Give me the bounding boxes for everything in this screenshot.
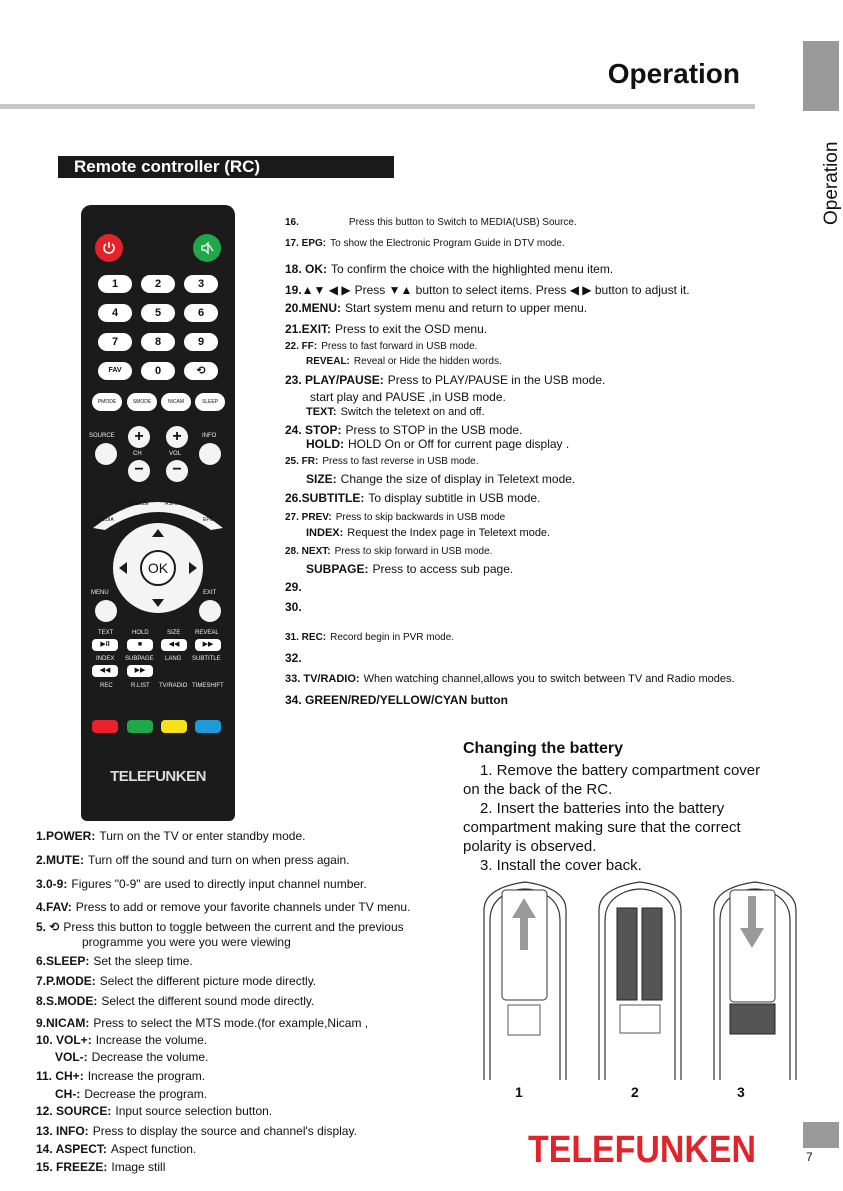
item-text: To show the Electronic Program Guide in DTV mode.: [330, 238, 565, 249]
item-key: 31. REC:: [285, 632, 327, 643]
left-item: [36, 1142, 196, 1156]
battery-line: compartment making sure that the correct: [463, 819, 741, 836]
item-key: 5. ⟲: [36, 920, 60, 934]
left-item: [55, 1050, 208, 1064]
num-2: 2: [141, 275, 175, 293]
row1-label-size: SIZE: [167, 630, 181, 636]
side-tab-marker: [803, 41, 839, 111]
item-text: Switch the teletext on and off.: [340, 406, 485, 418]
red-button: [92, 720, 118, 733]
item-text: Record begin in PVR mode.: [330, 632, 455, 643]
battery-line: 3. Install the cover back.: [480, 857, 642, 874]
battery-line: 2. Insert the batteries into the battery: [480, 800, 725, 817]
item-key: 18. OK:: [285, 262, 328, 276]
left-item: [36, 1016, 368, 1030]
num-0: 0: [141, 362, 175, 380]
right-item: [285, 600, 306, 614]
ch-plus-button: +: [128, 426, 150, 448]
item-key: 16.: [285, 217, 299, 228]
remote-illustration: [81, 205, 235, 821]
item-text: To confirm the choice with the highlighted menu item.: [331, 262, 614, 276]
freeze-label: FREEZE: [129, 501, 149, 507]
num-1: 1: [98, 275, 132, 293]
item-key: 15. FREEZE:: [36, 1160, 108, 1174]
remote-brand: TELEFUNKEN: [110, 768, 206, 785]
num-5: 5: [141, 304, 175, 322]
row1-label-text: TEXT: [98, 630, 114, 636]
cyan-button: [195, 720, 221, 733]
right-item: [285, 262, 613, 276]
item-text: Reveal or Hide the hidden words.: [353, 356, 502, 367]
left-item: [36, 920, 404, 934]
right-item: [306, 472, 575, 486]
item-text: Change the size of display in Teletext mode.: [340, 472, 576, 486]
power-icon: [102, 241, 116, 255]
item-text: Aspect function.: [110, 1142, 197, 1156]
item-text: Turn off the sound and turn on when press again.: [88, 853, 350, 867]
right-item: [285, 373, 605, 387]
item-key: 19.▲▼ ◀ ▶: [285, 283, 351, 297]
right-item: [285, 651, 306, 665]
item-key: HOLD:: [306, 437, 344, 451]
left-item: [36, 1160, 165, 1174]
right-item: [285, 322, 487, 336]
mute-icon: [200, 241, 214, 255]
battery-step-label: 1: [515, 1084, 523, 1100]
ff-button: ▶▶: [195, 639, 221, 651]
row2-label-subpage: SUBPAGE: [125, 656, 154, 662]
fav-button: FAV: [98, 362, 132, 380]
item-key: 24. STOP:: [285, 423, 342, 437]
row3-label-tvradio: TV/RADIO: [159, 683, 188, 689]
exit-label: EXIT: [203, 590, 217, 596]
battery-line: 1. Remove the battery compartment cover: [480, 762, 761, 779]
vol-label: VOL: [169, 451, 182, 457]
item-text: Set the sleep time.: [93, 954, 193, 968]
row3-label-rec: REC: [100, 683, 113, 689]
menu-button: [95, 600, 117, 622]
left-item: [36, 994, 314, 1008]
item-key: 3.0-9:: [36, 877, 68, 891]
item-text: Press to select the MTS mode.(for example,Nicam ,: [93, 1016, 369, 1030]
left-item: [36, 1104, 272, 1118]
left-item: [78, 935, 291, 949]
item-text: Image still: [111, 1160, 166, 1174]
source-button: [95, 443, 117, 465]
exit-button: [199, 600, 221, 622]
right-item: [306, 527, 550, 539]
item-key: 1.POWER:: [36, 829, 96, 843]
battery-diagram: [480, 880, 805, 1080]
item-text: Press to fast reverse in USB mode.: [322, 456, 479, 467]
media-label: MEDIA: [98, 517, 114, 523]
section-title: Remote controller (RC): [58, 156, 394, 178]
item-text: Press to PLAY/PAUSE in the USB mode.: [387, 373, 606, 387]
num-4: 4: [98, 304, 132, 322]
row2-label-lang: LANG: [165, 656, 182, 662]
item-key: SUBPAGE:: [306, 562, 369, 576]
item-key: 34. GREEN/RED/YELLOW/CYAN button: [285, 693, 508, 707]
info-button: [199, 443, 221, 465]
stop-button: ■: [127, 639, 153, 651]
row3-label-rlist: R.LIST: [131, 683, 150, 689]
item-text: Press to fast forward in USB mode.: [321, 341, 478, 352]
right-item: [306, 356, 502, 367]
item-key: 8.S.MODE:: [36, 994, 98, 1008]
left-item: [36, 974, 316, 988]
item-key: 11. CH+:: [36, 1069, 84, 1083]
item-key: 10. VOL+:: [36, 1033, 92, 1047]
ch-minus-button: −: [128, 460, 150, 482]
page-marker: [803, 1122, 839, 1148]
item-text: HOLD On or Off for current page display .: [348, 437, 570, 451]
smode-button: SMODE: [127, 393, 157, 411]
num-8: 8: [141, 333, 175, 351]
item-key: 28. NEXT:: [285, 546, 331, 557]
item-key: 33. TV/RADIO:: [285, 673, 360, 685]
item-text: Press ▼▲ button to select items. Press ◀ ▶ button to adjust it.: [354, 283, 690, 297]
ch-label: CH: [133, 451, 142, 457]
right-item: [306, 437, 569, 451]
item-key: TEXT:: [306, 406, 337, 418]
item-key: 23. PLAY/PAUSE:: [285, 373, 384, 387]
next-button: ▶▶: [127, 665, 153, 677]
item-key: 32.: [285, 651, 302, 665]
side-label-text: Operation: [821, 141, 842, 225]
item-key: 4.FAV:: [36, 900, 72, 914]
green-button: [127, 720, 153, 733]
row1-label-reveal: REVEAL: [195, 630, 219, 636]
num-7: 7: [98, 333, 132, 351]
item-text: Press to skip backwards in USB mode: [335, 512, 506, 523]
item-text: Press to add or remove your favorite channels under TV menu.: [75, 900, 411, 914]
left-item: [36, 829, 305, 843]
right-item: [285, 512, 505, 523]
right-item: [306, 562, 513, 576]
page-title: Operation: [607, 58, 740, 89]
item-text: Press to access sub page.: [372, 562, 514, 576]
page-number: 7: [806, 1150, 813, 1164]
right-item: [306, 406, 485, 418]
left-item: [36, 1124, 357, 1138]
item-text: To display subtitle in USB mode.: [368, 491, 541, 505]
ok-button: OK: [140, 550, 176, 586]
header-divider: [0, 104, 755, 109]
right-item: [285, 341, 477, 352]
right-item: [285, 491, 540, 505]
item-key: 2.MUTE:: [36, 853, 84, 867]
item-key: 21.EXIT:: [285, 322, 332, 336]
row1-label-hold: HOLD: [132, 630, 149, 636]
item-key: 20.MENU:: [285, 301, 342, 315]
item-key: SIZE:: [306, 472, 337, 486]
item-text: Select the different sound mode directly.: [101, 994, 315, 1008]
item-key: 25. FR:: [285, 456, 319, 467]
battery-line: on the back of the RC.: [463, 781, 613, 798]
right-item: [285, 673, 735, 685]
vol-minus-button: −: [166, 460, 188, 482]
num-6: 6: [184, 304, 218, 322]
right-item: [285, 283, 690, 297]
right-item: [306, 390, 506, 404]
num-9: 9: [184, 333, 218, 351]
left-item: [36, 877, 367, 891]
epg-label: EPG: [203, 517, 214, 523]
recall-button: ⟲: [184, 362, 218, 380]
item-text: Press to exit the OSD menu.: [335, 322, 488, 336]
item-key: 9.NICAM:: [36, 1016, 90, 1030]
row2-label-index: INDEX: [96, 656, 115, 662]
item-key: CH-:: [55, 1087, 81, 1101]
battery-step-label: 2: [631, 1084, 639, 1100]
item-key: 17. EPG:: [285, 238, 327, 249]
right-item: [285, 301, 587, 315]
right-item: [285, 238, 565, 249]
right-item: [285, 546, 492, 557]
left-item: [36, 1033, 207, 1047]
item-text: Increase the volume.: [95, 1033, 208, 1047]
vol-plus-button: +: [166, 426, 188, 448]
item-text: When watching channel,allows you to switch between TV and Radio modes.: [363, 673, 735, 685]
nav-arrows-icon: [113, 523, 203, 613]
num-3: 3: [184, 275, 218, 293]
battery-step-label: 3: [737, 1084, 745, 1100]
item-text: start play and PAUSE ,in USB mode.: [310, 390, 506, 404]
item-key: 22. FF:: [285, 341, 318, 352]
item-key: 14. ASPECT:: [36, 1142, 107, 1156]
item-text: Press to display the source and channel's display.: [92, 1124, 357, 1138]
item-text: Press this button to Switch to MEDIA(USB) Source.: [348, 217, 577, 228]
brand-logo: [527, 1127, 757, 1169]
right-item: [285, 456, 479, 467]
sleep-button: SLEEP: [195, 393, 225, 411]
item-key: 27. PREV:: [285, 512, 332, 523]
item-text: Figures "0-9" are used to directly input channel number.: [71, 877, 367, 891]
left-item: [36, 900, 410, 914]
item-key: REVEAL:: [306, 356, 350, 367]
item-text: Press to STOP in the USB mode.: [345, 423, 523, 437]
item-key: 12. SOURCE:: [36, 1104, 112, 1118]
item-key: 29.: [285, 580, 302, 594]
item-text: Decrease the program.: [84, 1087, 208, 1101]
item-text: programme you were you were viewing: [82, 935, 291, 949]
item-text: Increase the program.: [87, 1069, 206, 1083]
item-text: Press to skip forward in USB mode.: [334, 546, 493, 557]
left-item: [55, 1087, 207, 1101]
right-item: [285, 580, 306, 594]
battery-title: Changing the battery: [463, 740, 624, 757]
side-label: [803, 125, 842, 235]
left-item: [36, 853, 350, 867]
aspect-label: ASPECT: [165, 501, 186, 507]
yellow-button: [161, 720, 187, 733]
menu-label: MENU: [91, 590, 109, 596]
row3-label-timeshift: TIMESHIFT: [192, 683, 224, 689]
item-key: INDEX:: [306, 527, 344, 539]
brand-logo-text: TELEFUNKEN: [528, 1129, 756, 1171]
item-text: Turn on the TV or enter standby mode.: [99, 829, 306, 843]
item-key: 6.SLEEP:: [36, 954, 90, 968]
info-label: INFO: [202, 433, 217, 439]
item-text: Input source selection button.: [115, 1104, 273, 1118]
prev-button: ◀◀: [92, 665, 118, 677]
fr-button: ◀◀: [161, 639, 187, 651]
left-item: [36, 1069, 205, 1083]
item-key: 7.P.MODE:: [36, 974, 96, 988]
right-item: [285, 217, 577, 228]
nicam-button: NICAM: [161, 393, 191, 411]
item-key: 26.SUBTITLE:: [285, 491, 365, 505]
left-item: [36, 954, 193, 968]
item-text: Select the different picture mode directly.: [99, 974, 317, 988]
item-key: VOL-:: [55, 1050, 88, 1064]
item-text: Request the Index page in Teletext mode.: [347, 527, 551, 539]
item-key: 13. INFO:: [36, 1124, 89, 1138]
item-key: 30.: [285, 600, 302, 614]
pmode-button: PMODE: [92, 393, 122, 411]
source-label: SOURCE: [89, 433, 115, 439]
item-text: Decrease the volume.: [91, 1050, 209, 1064]
battery-line: polarity is observed.: [463, 838, 597, 855]
row2-label-subtitle: SUBTITLE: [192, 656, 221, 662]
play-pause-button: ▶II: [92, 639, 118, 651]
item-text: Press this button to toggle between the current and the previous: [63, 920, 404, 934]
right-item: [285, 632, 454, 643]
item-text: Start system menu and return to upper menu.: [345, 301, 588, 315]
right-item: [285, 693, 512, 707]
right-item: [285, 423, 522, 437]
